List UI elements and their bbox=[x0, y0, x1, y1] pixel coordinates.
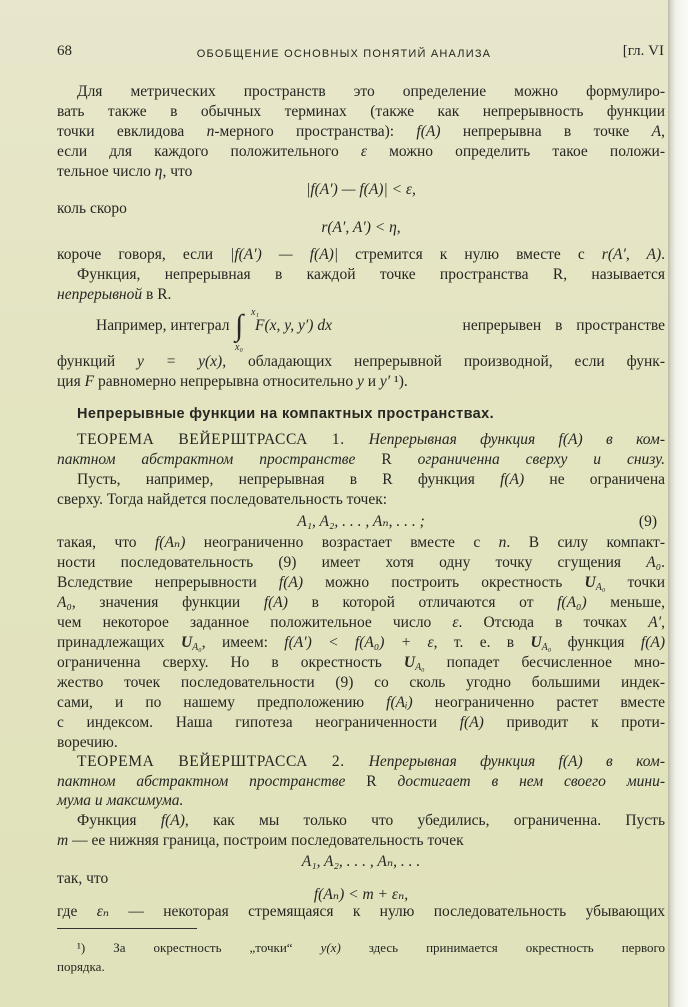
text-run: Непрерывные функции на компактных пространствах. bbox=[77, 406, 495, 422]
text-line bbox=[57, 102, 665, 122]
math-text: |f(A′) — f(A)| < ε, bbox=[306, 181, 416, 198]
upper-limit: x₁ bbox=[251, 307, 259, 318]
text-run: и bbox=[363, 373, 380, 390]
text-run: Функция, непрерывная в каждой точке пространства R, называется bbox=[77, 266, 665, 283]
text-line bbox=[57, 811, 665, 831]
math-text: r(A′, A′) < η, bbox=[321, 219, 401, 236]
text-run: в R. bbox=[142, 286, 172, 303]
equation-number: (9) bbox=[638, 513, 657, 530]
math-text: A₁, A₂, . . . , Aₙ, . . . bbox=[301, 853, 421, 870]
text-run: коль скоро bbox=[57, 200, 127, 217]
math-text: f(A) bbox=[500, 471, 525, 488]
text-run: , т. е. в bbox=[433, 634, 531, 651]
math-text: A₀ bbox=[646, 554, 662, 571]
text-run: , обладающих непрерывной производной, если функ- bbox=[222, 353, 665, 370]
text-run: R bbox=[381, 451, 392, 468]
math-text: пактном абстрактном пространстве bbox=[57, 451, 382, 468]
text-run: вать также в обычных терминах (также как непрерывность функции bbox=[57, 103, 665, 120]
math-text: f(Aₙ) bbox=[154, 534, 186, 551]
integral-line bbox=[57, 307, 665, 353]
text-line bbox=[57, 791, 665, 811]
text-line bbox=[57, 245, 665, 265]
text-run: можно определить такое положи- bbox=[366, 143, 665, 160]
math-text: m bbox=[57, 832, 69, 849]
text-run: непрерывна в точке bbox=[440, 123, 652, 140]
math-text: непрерывной bbox=[57, 286, 143, 303]
lower-limit: x₀ bbox=[235, 342, 243, 353]
text-run: -мерного пространства): bbox=[214, 123, 417, 140]
text-run: сами, и по нашему предположению bbox=[57, 694, 387, 711]
text-run: не ограничена bbox=[524, 471, 665, 488]
math-text: U bbox=[403, 654, 416, 671]
math-text: f(A) bbox=[160, 812, 185, 829]
text-run: R bbox=[366, 773, 377, 790]
text-line bbox=[57, 733, 665, 753]
math-text: f(A) bbox=[459, 714, 484, 731]
text-run: ограниченна сверху. Но в окрестность bbox=[57, 654, 404, 671]
text-line bbox=[57, 372, 665, 392]
math-text: F(x, y, y′) dx bbox=[255, 317, 332, 334]
text-run: ¹). bbox=[390, 373, 408, 390]
math-text: f(A′) < f(A₀) + ε bbox=[284, 634, 434, 651]
text-run: ности последовательность (9) имеет хотя одну точку сгущения bbox=[57, 554, 647, 571]
text-line bbox=[57, 142, 665, 162]
text-run: попадет бесчисленное мно- bbox=[424, 654, 665, 671]
text-run: Пусть, например, непрерывная в R функция bbox=[77, 471, 501, 488]
text-run: неограниченно растет вместе bbox=[412, 694, 665, 711]
text-run: здесь принимается окрестность первого bbox=[340, 940, 665, 955]
text-line bbox=[57, 938, 665, 958]
math-text: f(A) bbox=[263, 594, 288, 611]
text-run: . bbox=[661, 246, 665, 263]
text-line bbox=[57, 285, 665, 305]
math-text: |f(A′) — f(A)| bbox=[230, 246, 339, 263]
text-run: такая, что bbox=[57, 534, 155, 551]
text-line bbox=[57, 404, 665, 424]
math-text: U bbox=[584, 574, 596, 591]
math-text: f(Aᵢ) bbox=[386, 694, 413, 711]
text-run: неограниченно возрастает вместе с bbox=[185, 534, 499, 551]
text-run: чем некоторое заданное положительное число bbox=[57, 614, 453, 631]
math-text: A₀ bbox=[541, 642, 552, 653]
math-text: U bbox=[180, 634, 193, 651]
math-text: r(A′, A) bbox=[601, 246, 662, 263]
text-line bbox=[57, 265, 665, 285]
page-number: 68 bbox=[57, 43, 72, 59]
math-text: f(A₀) bbox=[557, 594, 587, 611]
text-run: , значения функции bbox=[71, 594, 264, 611]
text-run: можно построить окрестность bbox=[303, 574, 585, 591]
text-run: — некоторая стремящаяся к нулю последовательность убывающих bbox=[109, 903, 665, 920]
text-line bbox=[57, 470, 665, 490]
text-run: с индексом. Наша гипотеза неограниченности bbox=[57, 714, 460, 731]
text-line bbox=[57, 752, 665, 772]
text-run: . bbox=[661, 554, 665, 571]
text-run: ТЕОРЕМА ВЕЙЕРШТРАССА 2. bbox=[77, 753, 369, 770]
text-line bbox=[57, 553, 665, 573]
text-run: , имеем: bbox=[201, 634, 285, 651]
text-run: Для метрических пространств это определение можно формулиро- bbox=[77, 83, 665, 100]
text-run: . В силу компакт- bbox=[506, 534, 665, 551]
integral-sign: ∫ bbox=[235, 309, 244, 342]
text-run: точки евклидова bbox=[57, 123, 207, 140]
math-text: y′ bbox=[379, 373, 391, 390]
math-text: ε bbox=[452, 614, 459, 631]
math-text: η bbox=[154, 163, 163, 180]
text-line bbox=[57, 633, 665, 653]
math-text: пактном абстрактном пространстве bbox=[57, 773, 367, 790]
text-line bbox=[57, 199, 665, 219]
math-text: f(A) bbox=[640, 634, 665, 651]
chapter-label: [гл. VI bbox=[622, 43, 664, 59]
text-run: , что bbox=[162, 163, 193, 180]
text-run: если для каждого положительного bbox=[57, 143, 361, 160]
math-text: A₀ bbox=[192, 642, 202, 653]
text-line bbox=[57, 693, 665, 713]
text-run: , bbox=[661, 614, 665, 631]
text-run: порядка. bbox=[57, 959, 105, 974]
text-run: ТЕОРЕМА ВЕЙЕРШТРАССА 1. bbox=[77, 431, 369, 448]
text-run: функция bbox=[551, 634, 641, 651]
text-run: , bbox=[661, 123, 665, 140]
text-run: воречию. bbox=[57, 734, 118, 751]
text-line bbox=[57, 772, 665, 792]
math-text: y(x) bbox=[320, 940, 341, 955]
text-line bbox=[57, 352, 665, 372]
text-line bbox=[57, 490, 665, 510]
text-run: меньше, bbox=[586, 594, 665, 611]
text-run: в которой отличаются от bbox=[287, 594, 558, 611]
math-text: y = y(x) bbox=[137, 353, 223, 370]
math-text: ограниченна сверху и снизу. bbox=[391, 451, 665, 468]
math-text: f(A) bbox=[278, 574, 304, 591]
text-line bbox=[57, 593, 665, 613]
math-text: f(Aₙ) < m + εₙ, bbox=[313, 886, 409, 903]
math-text: f(A) bbox=[416, 123, 441, 140]
text-run: приводит к проти- bbox=[483, 714, 665, 731]
math-text: мума и максимума. bbox=[57, 792, 184, 809]
text-run: точки bbox=[605, 574, 665, 591]
text-run: стремится к нулю вместе с bbox=[338, 246, 602, 263]
text-line bbox=[57, 957, 665, 977]
book-page-edge bbox=[668, 0, 688, 1007]
text-line bbox=[57, 122, 665, 142]
formula-line bbox=[57, 180, 665, 200]
footnote-rule bbox=[57, 928, 197, 929]
math-text: достигает в нем своего мини- bbox=[376, 773, 665, 790]
math-text: U bbox=[530, 634, 542, 651]
formula-line bbox=[57, 218, 665, 238]
text-run: , как мы только что убедились, ограниченна. Пусть bbox=[184, 812, 665, 829]
math-text: ε bbox=[360, 143, 367, 160]
text-run: Вследствие непрерывности bbox=[57, 574, 279, 591]
text-run: — ее нижняя граница, построим последовательность точек bbox=[68, 832, 464, 849]
math-text: A₁, A₂, . . . , Aₙ, . . . ; bbox=[297, 513, 425, 530]
math-text: A′ bbox=[648, 614, 662, 631]
text-line bbox=[57, 613, 665, 633]
text-line bbox=[57, 533, 665, 553]
running-title: ОБОБЩЕНИЕ ОСНОВНЫХ ПОНЯТИЙ АНАЛИЗА bbox=[196, 48, 492, 60]
text-run: . Отсюда в точках bbox=[458, 614, 649, 631]
text-line bbox=[57, 653, 665, 673]
text-run: сверху. Тогда найдется последовательность точек: bbox=[57, 491, 388, 508]
text-run: ¹) За окрестность „точки“ bbox=[77, 940, 321, 955]
math-text: A bbox=[651, 123, 662, 140]
text-line bbox=[57, 450, 665, 470]
text-run: короче говоря, если bbox=[57, 246, 231, 263]
math-text: A₀ bbox=[595, 582, 606, 593]
math-text: F bbox=[84, 373, 95, 390]
math-text: Непрерывная функция f(A) в ком- bbox=[368, 431, 665, 448]
text-line bbox=[57, 673, 665, 693]
math-text: n bbox=[206, 123, 215, 140]
text-line bbox=[57, 573, 665, 593]
math-text: y bbox=[356, 373, 364, 390]
text-run: Функция bbox=[77, 812, 161, 829]
text-run: тельное число bbox=[57, 163, 155, 180]
math-text: A₀ bbox=[415, 662, 425, 673]
text-run: жество точек последовательности (9) со сколь угодно большими индек- bbox=[57, 674, 665, 691]
text-run: где bbox=[57, 903, 97, 920]
text-run: ция bbox=[57, 373, 85, 390]
text-run: непрерывен в пространстве bbox=[462, 317, 665, 334]
text-line bbox=[57, 162, 665, 182]
text-line bbox=[57, 82, 665, 102]
text-run: принадлежащих bbox=[57, 634, 181, 651]
text-run: Например, интеграл bbox=[96, 317, 230, 334]
math-text: n bbox=[498, 534, 507, 551]
text-line bbox=[57, 713, 665, 733]
formula-line bbox=[57, 512, 665, 532]
math-text: εₙ bbox=[96, 903, 110, 920]
math-text: A₀ bbox=[57, 594, 72, 611]
text-line bbox=[57, 831, 665, 851]
text-line bbox=[57, 430, 665, 450]
text-run: равномерно непрерывна относительно bbox=[94, 373, 357, 390]
text-line bbox=[57, 902, 665, 922]
math-text: Непрерывная функция f(A) в ком- bbox=[368, 753, 665, 770]
text-run: функций bbox=[57, 353, 138, 370]
text-run: так, что bbox=[57, 870, 109, 887]
